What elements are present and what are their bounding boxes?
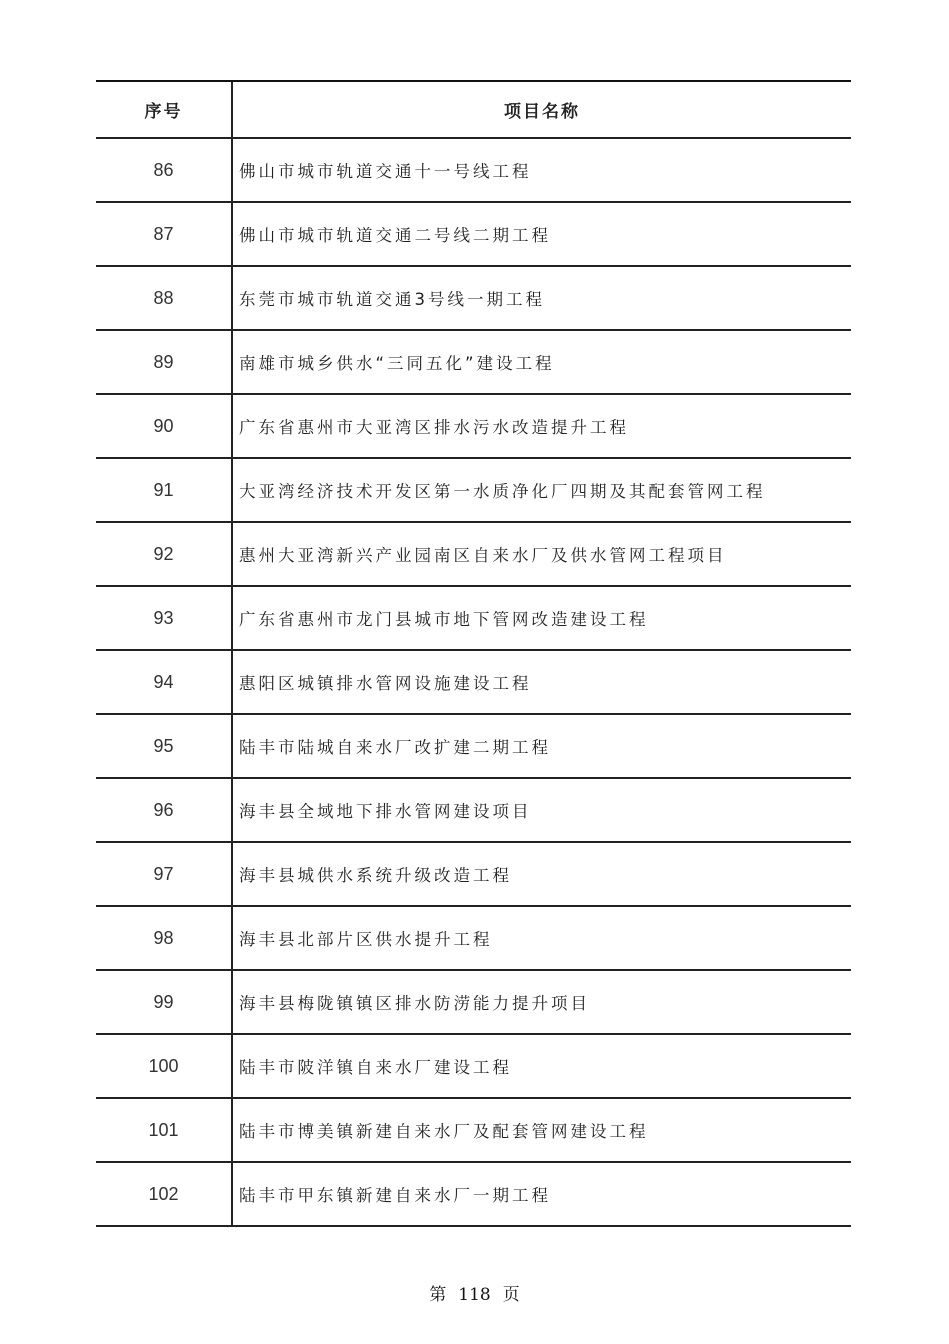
row-project-name: 陆丰市陆城自来水厂改扩建二期工程	[239, 738, 551, 757]
table-row	[96, 395, 851, 459]
row-project-name: 惠州大亚湾新兴产业园南区自来水厂及供水管网工程项目	[239, 546, 727, 565]
row-project-name: 大亚湾经济技术开发区第一水质净化厂四期及其配套管网工程	[239, 482, 766, 501]
table-row	[96, 139, 851, 203]
project-table	[96, 80, 851, 1227]
row-number: 86	[96, 139, 233, 201]
row-project-name: 陆丰市甲东镇新建自来水厂一期工程	[239, 1186, 551, 1205]
row-project-name: 佛山市城市轨道交通二号线二期工程	[239, 226, 551, 245]
table-row	[96, 907, 851, 971]
table-row	[96, 459, 851, 523]
row-project-name: 广东省惠州市大亚湾区排水污水改造提升工程	[239, 418, 629, 437]
page-number: 118	[458, 1285, 491, 1305]
header-number: 序号	[96, 82, 233, 137]
row-number: 94	[96, 651, 233, 713]
row-number: 87	[96, 203, 233, 265]
row-project-name: 海丰县北部片区供水提升工程	[239, 930, 493, 949]
row-project-name: 海丰县全域地下排水管网建设项目	[239, 802, 532, 821]
table-row	[96, 843, 851, 907]
row-number: 90	[96, 395, 233, 457]
row-project-name: 海丰县梅陇镇镇区排水防涝能力提升项目	[239, 994, 590, 1013]
row-number: 92	[96, 523, 233, 585]
row-project-name: 佛山市城市轨道交通十一号线工程	[239, 162, 532, 181]
row-number: 95	[96, 715, 233, 777]
row-number: 101	[96, 1099, 233, 1161]
table-row	[96, 1163, 851, 1227]
row-project-name: 惠阳区城镇排水管网设施建设工程	[239, 674, 532, 693]
page-footer	[0, 1280, 949, 1305]
table-row	[96, 523, 851, 587]
row-number: 89	[96, 331, 233, 393]
row-number: 97	[96, 843, 233, 905]
table-row	[96, 715, 851, 779]
table-row	[96, 651, 851, 715]
row-number: 100	[96, 1035, 233, 1097]
table-row	[96, 779, 851, 843]
row-number: 88	[96, 267, 233, 329]
row-number: 102	[96, 1163, 233, 1225]
table-row	[96, 1035, 851, 1099]
page-prefix: 第	[429, 1285, 447, 1305]
row-project-name: 东莞市城市轨道交通3号线一期工程	[239, 290, 545, 309]
row-number: 99	[96, 971, 233, 1033]
table-header-row	[96, 82, 851, 139]
page-suffix: 页	[502, 1285, 520, 1305]
row-project-name: 陆丰市博美镇新建自来水厂及配套管网建设工程	[239, 1122, 649, 1141]
table-row	[96, 203, 851, 267]
row-project-name: 南雄市城乡供水“三同五化”建设工程	[239, 354, 555, 373]
row-project-name: 海丰县城供水系统升级改造工程	[239, 866, 512, 885]
table-row	[96, 971, 851, 1035]
table-row	[96, 267, 851, 331]
row-project-name: 陆丰市陂洋镇自来水厂建设工程	[239, 1058, 512, 1077]
table-row	[96, 587, 851, 651]
row-number: 98	[96, 907, 233, 969]
row-number: 96	[96, 779, 233, 841]
header-name: 项目名称	[504, 102, 580, 122]
row-number: 93	[96, 587, 233, 649]
row-number: 91	[96, 459, 233, 521]
table-row	[96, 1099, 851, 1163]
row-project-name: 广东省惠州市龙门县城市地下管网改造建设工程	[239, 610, 649, 629]
table-row	[96, 331, 851, 395]
